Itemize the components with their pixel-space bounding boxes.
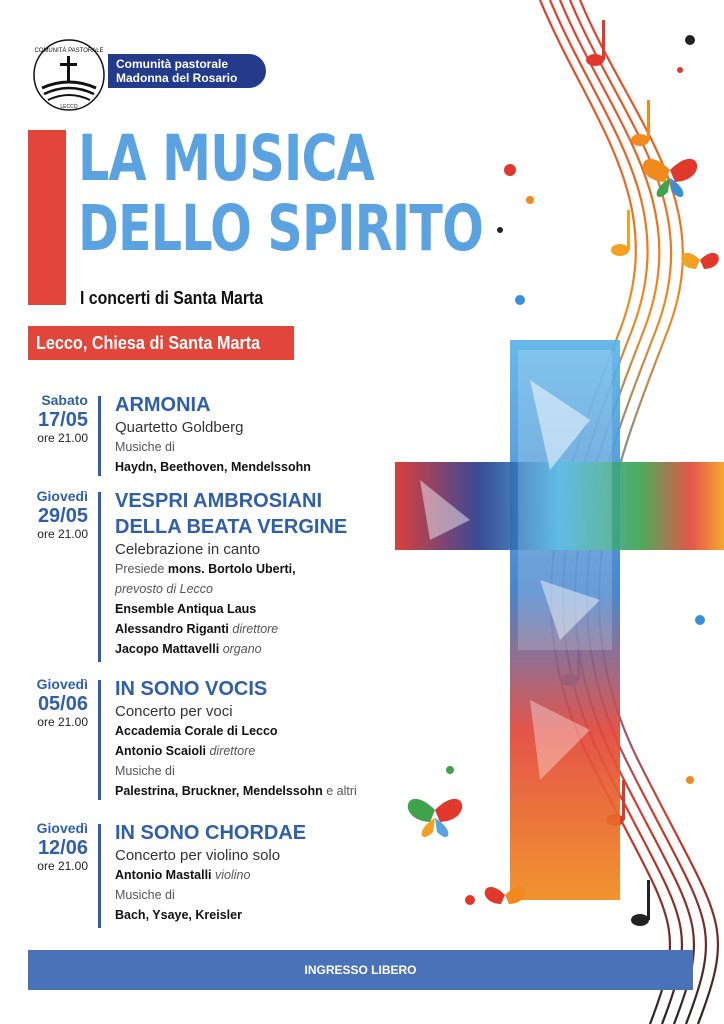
butterfly-icon xyxy=(485,887,526,904)
event-title-line2: DELLA BEATA VERGINE xyxy=(115,516,348,538)
music-label: Musiche di xyxy=(115,764,175,778)
organization-line2: Madonna del Rosario xyxy=(116,71,238,85)
event-divider xyxy=(98,396,101,476)
presides-label: Presiede xyxy=(115,562,165,576)
event-date-number: 05/06 xyxy=(37,693,88,715)
event-day: Sabato xyxy=(41,392,88,408)
event-title: IN SONO CHORDAE xyxy=(115,822,307,844)
composers: Bach, Ysaye, Kreisler xyxy=(115,908,242,922)
butterfly-icon xyxy=(681,253,719,269)
event-date xyxy=(20,820,88,874)
music-label: Musiche di xyxy=(115,888,175,902)
event-subtitle: Celebrazione in canto xyxy=(115,541,261,558)
composers-suffix: e altri xyxy=(326,784,357,798)
event-item xyxy=(20,488,420,668)
performer-role: violino xyxy=(215,868,251,882)
organist-role: organo xyxy=(222,642,262,656)
logo-place: LECCO xyxy=(60,104,78,110)
event-day: Giovedì xyxy=(36,488,88,504)
event-time: ore 21.00 xyxy=(37,527,88,541)
organist: Jacopo Mattavelli xyxy=(115,642,220,656)
event-item xyxy=(20,392,420,482)
event-item xyxy=(20,820,420,930)
composers: Palestrina, Bruckner, Mendelssohn xyxy=(115,784,323,798)
organization-badge xyxy=(108,54,266,88)
event-day: Giovedì xyxy=(36,676,88,692)
subtitle: I concerti di Santa Marta xyxy=(80,288,264,308)
event-title: VESPRI AMBROSIANI xyxy=(115,490,323,512)
event-details xyxy=(115,820,415,925)
director-role: direttore xyxy=(209,744,256,758)
presider: mons. Bortolo Uberti, xyxy=(167,562,296,576)
music-label: Musiche di xyxy=(115,440,175,454)
edition-band xyxy=(28,130,66,305)
event-item xyxy=(20,676,420,806)
event-date xyxy=(20,488,88,542)
director: Antonio Scaioli xyxy=(115,744,206,758)
event-time: ore 21.00 xyxy=(37,431,88,445)
ensemble: Ensemble Antiqua Laus xyxy=(115,602,257,616)
event-details xyxy=(115,488,415,659)
event-date xyxy=(20,392,88,446)
location-text: Lecco, Chiesa di Santa Marta xyxy=(36,333,261,353)
location-banner xyxy=(28,326,294,360)
composers: Haydn, Beethoven, Mendelssohn xyxy=(115,460,311,474)
page-title xyxy=(78,124,483,264)
event-date-number: 12/06 xyxy=(37,837,88,859)
title-line1: LA MUSICA xyxy=(78,122,375,195)
director-role: direttore xyxy=(232,622,279,636)
event-title: IN SONO VOCIS xyxy=(115,678,268,700)
event-details xyxy=(115,392,415,477)
event-date-number: 17/05 xyxy=(37,409,88,431)
event-divider xyxy=(98,824,101,928)
presider-role: prevosto di Lecco xyxy=(115,582,213,596)
event-date-number: 29/05 xyxy=(37,505,88,527)
ensemble: Accademia Corale di Lecco xyxy=(115,724,278,738)
event-day: Giovedì xyxy=(36,820,88,836)
event-date xyxy=(20,676,88,730)
event-title: ARMONIA xyxy=(115,394,211,416)
community-logo xyxy=(32,38,106,112)
event-subtitle: Concerto per violino solo xyxy=(115,847,281,864)
performer: Antonio Mastalli xyxy=(115,868,212,882)
event-time: ore 21.00 xyxy=(37,715,88,729)
footer-banner: INGRESSO LIBERO xyxy=(28,950,693,990)
organization-line1: Comunità pastorale xyxy=(116,57,229,71)
director: Alessandro Riganti xyxy=(115,622,229,636)
logo-text: COMUNITÀ PASTORALE xyxy=(34,48,104,54)
event-divider xyxy=(98,680,101,800)
event-subtitle: Quartetto Goldberg xyxy=(115,419,244,436)
title-line2: DELLO SPIRITO xyxy=(78,192,484,265)
event-divider xyxy=(98,492,101,662)
event-details xyxy=(115,676,415,801)
event-subtitle: Concerto per voci xyxy=(115,703,233,720)
event-time: ore 21.00 xyxy=(37,859,88,873)
